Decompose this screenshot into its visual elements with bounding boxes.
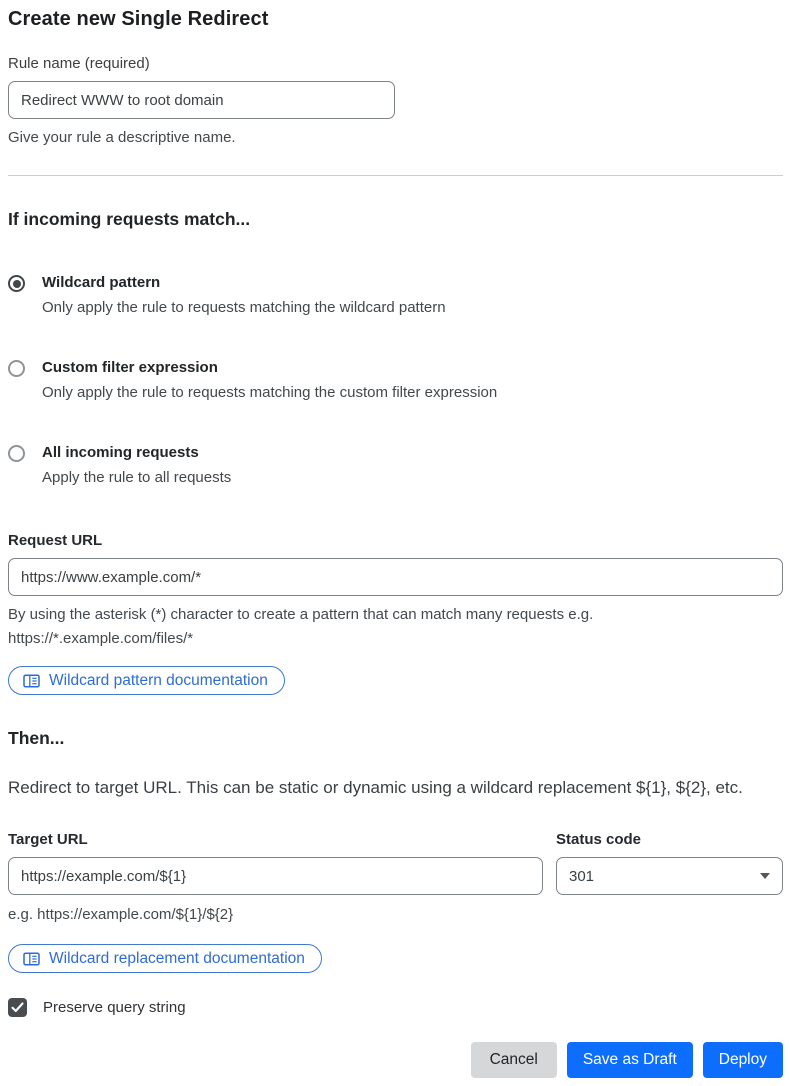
radio-option-label: Wildcard pattern (42, 274, 161, 291)
save-as-draft-button[interactable]: Save as Draft (567, 1042, 693, 1078)
request-url-helper-line2: https://*.example.com/files/* (8, 630, 194, 647)
rule-name-label: Rule name (required) (8, 55, 150, 72)
target-url-label: Target URL (8, 831, 88, 848)
doc-button-label: Wildcard pattern documentation (49, 671, 268, 689)
request-url-helper (8, 603, 783, 651)
section-divider (8, 175, 783, 176)
radio-button-icon[interactable] (8, 445, 25, 462)
preserve-query-checkbox[interactable] (8, 998, 27, 1017)
radio-option-description: Apply the rule to all requests (42, 469, 232, 486)
wildcard-replacement-docs-button[interactable] (8, 944, 322, 973)
request-url-helper-line1: By using the asterisk (*) character to create a pattern that can match many requests e.g. (8, 606, 594, 623)
request-url-label: Request URL (8, 532, 103, 549)
wildcard-pattern-docs-button[interactable] (8, 666, 285, 695)
request-url-input[interactable] (8, 558, 783, 596)
status-code-label: Status code (556, 831, 642, 848)
match-section-heading: If incoming requests match... (8, 209, 251, 229)
deploy-button[interactable]: Deploy (703, 1042, 783, 1078)
open-book-icon (23, 674, 40, 688)
rule-name-input[interactable] (8, 81, 395, 119)
radio-option-label: Custom filter expression (42, 359, 218, 376)
radio-option-wildcard-pattern[interactable] (8, 273, 783, 318)
status-code-select-wrap (556, 857, 783, 895)
rule-name-helper: Give your rule a descriptive name. (8, 129, 236, 146)
target-url-input[interactable] (8, 857, 543, 895)
preserve-query-label: Preserve query string (43, 999, 186, 1016)
cancel-button[interactable]: Cancel (471, 1042, 557, 1078)
radio-option-custom-filter[interactable] (8, 358, 783, 403)
then-section-heading: Then... (8, 728, 65, 748)
radio-button-icon[interactable] (8, 275, 25, 292)
match-type-radio-group (8, 273, 783, 488)
radio-option-description: Only apply the rule to requests matching the wildcard pattern (42, 299, 446, 316)
radio-option-all-requests[interactable] (8, 443, 783, 488)
radio-option-description: Only apply the rule to requests matching the custom filter expression (42, 384, 498, 401)
radio-button-icon[interactable] (8, 360, 25, 377)
doc-button-label: Wildcard replacement documentation (49, 949, 305, 967)
target-url-helper: e.g. https://example.com/${1}/${2} (8, 906, 234, 923)
radio-option-label: All incoming requests (42, 444, 199, 461)
preserve-query-row[interactable] (8, 998, 783, 1017)
page-title: Create new Single Redirect (8, 8, 269, 30)
target-url-column (8, 804, 543, 927)
status-code-column (556, 804, 783, 927)
form-actions (8, 1042, 783, 1078)
open-book-icon (23, 952, 40, 966)
target-and-status-row (8, 804, 783, 927)
then-section-description: Redirect to target URL. This can be static or dynamic using a wildcard replacement ${1}, ${2}, etc. (8, 778, 743, 797)
status-code-select[interactable] (556, 857, 783, 895)
checkmark-icon (11, 1002, 24, 1013)
